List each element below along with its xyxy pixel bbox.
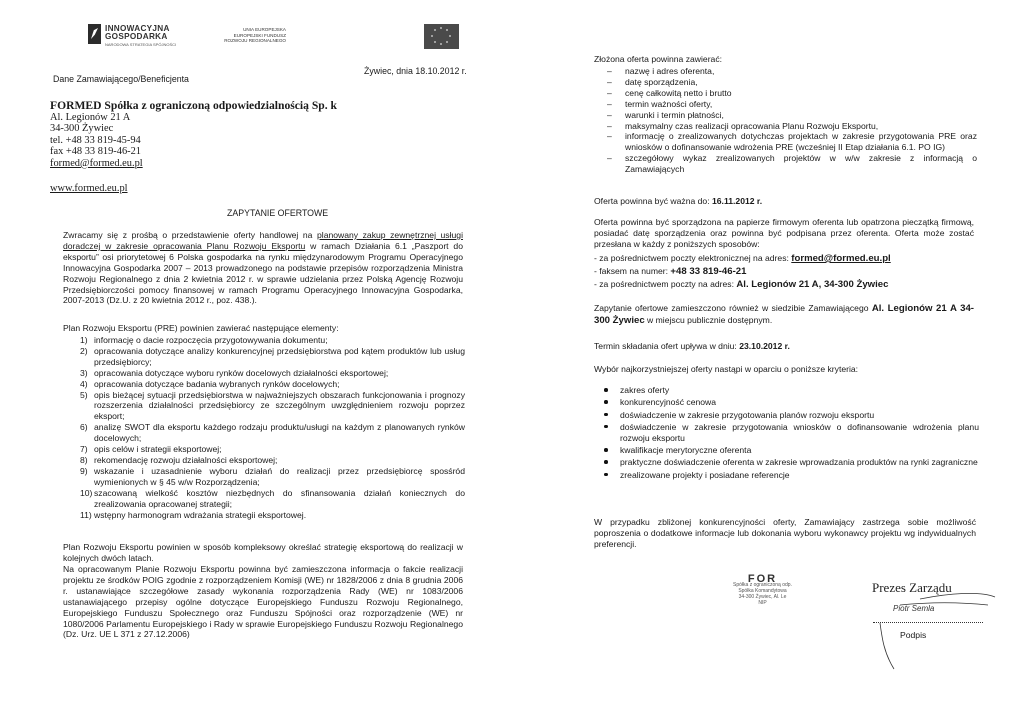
plan-item <box>80 390 465 423</box>
plan-item <box>80 422 465 444</box>
eu-line3: ROZWOJU REGIONALNEGO <box>224 38 286 44</box>
criteria-item <box>594 385 979 396</box>
dash-icon: – <box>607 153 612 164</box>
plan-item-text: rekomendację rozwoju działalności eksportowej; <box>94 454 278 465</box>
signature-title: Prezes Zarządu <box>872 580 952 595</box>
criteria-intro: Wybór najkorzystniejszej oferty nastąpi w oparciu o poniższe kryteria: <box>594 364 859 374</box>
offer-item <box>607 99 977 110</box>
company-tel: tel. +48 33 819-45-94 <box>50 134 141 146</box>
stamp-line2: Spółka z ograniczoną odp. <box>733 582 792 588</box>
plan-item-number: 7) <box>80 444 88 455</box>
posted-label: Zapytanie ofertowe zamieszczono również w siedzibie Zamawiającego <box>594 303 872 313</box>
stamp-line1: FOR <box>747 573 778 585</box>
submit-post-row <box>594 279 888 291</box>
plan-item <box>80 368 465 379</box>
dash-icon: – <box>607 98 612 109</box>
plan-item-text: analizę SWOT dla eksportu każdego rodzaju produktu/usługi na każdym z planowanych rynków docelowych; <box>94 422 465 444</box>
plan-item-number: 10) <box>80 487 93 498</box>
company-address <box>50 112 143 169</box>
intro-underlined: planowany zakup zewnętrznej usługi doradczej w zakresie opracowania Planu Rozwoju Eksportu <box>63 230 463 251</box>
submit-paragraph: Oferta powinna być sporządzona na papierze firmowym oferenta lub opatrzona pieczątką firmową, posiadać datę sporządzenia oraz powinna być podpisana przez oferenta. Oferta może zostać przesłana w każdy z poniższych sposobów: <box>594 217 974 249</box>
logo-line1: INNOWACYJNA <box>105 24 170 33</box>
signature-name: Piotr Semla <box>893 604 935 613</box>
criteria-list <box>594 385 979 482</box>
plan-intro: Plan Rozwoju Eksportu (PRE) powinien zawierać następujące elementy: <box>63 323 339 333</box>
company-email-link[interactable]: formed@formed.eu.pl <box>50 157 143 169</box>
company-name: FORMED Spółka z ograniczoną odpowiedzialnością Sp. k <box>50 99 337 112</box>
plan-item-text: opracowania dotyczące badania wybranych rynków docelowych; <box>94 378 340 389</box>
offer-item <box>607 153 977 175</box>
plan-item-number: 4) <box>80 378 88 389</box>
offer-item-text: szczegółowy wykaz zrealizowanych projektów w w/w zakresie z informacją o Zamawiających <box>625 153 977 175</box>
place-date: Żywiec, dnia 18.10.2012 r. <box>364 66 467 76</box>
bullet-icon <box>604 413 608 417</box>
company-street: Al. Legionów 21 A <box>50 112 131 123</box>
criteria-item-text: doświadczenie w zakresie przygotowania planów rozwoju eksportu <box>620 409 875 420</box>
offer-item <box>607 77 977 88</box>
company-www-link[interactable]: www.formed.eu.pl <box>50 183 128 194</box>
bullet-icon <box>604 473 608 477</box>
offer-item <box>607 66 977 77</box>
plan-item <box>80 455 465 466</box>
ig-flag-icon <box>88 24 101 44</box>
intro-text-2: w ramach Działania 6.1 „Paszport do eksportu” osi priorytetowej 6 Polska gospodarka na rynku międzynarodowym Programu Operacyjnego Innowacyjna Gospodarka 2007 – 2013 prowadzonego na podstawie przepisów rozporządzenia Ministra Rozwoju Regionalnego z dnia 2 kwietnia 2012 r. w sprawie udzielania przez Polską Agencję Rozwoju Przedsiębiorczości pomocy finansowej w ramach Programu Operacyjnego Innowacyjna Gospodarka, 2007-2013 (Dz.U. z 20 kwietnia 2012 r., poz. 438.). <box>63 240 463 306</box>
bullet-icon <box>604 448 608 452</box>
criteria-item-text: praktyczne doświadczenie oferenta w zakresie wprowadzania produktów na rynki zagraniczne <box>620 457 978 468</box>
criteria-item <box>594 470 979 481</box>
criteria-item-text: zakres oferty <box>620 385 670 395</box>
dash-icon: – <box>607 109 612 120</box>
plan-item-number: 9) <box>80 465 88 476</box>
validity-label: Oferta powinna być ważna do: <box>594 196 712 206</box>
bullet-icon <box>604 425 608 429</box>
plan-item <box>80 379 465 390</box>
dash-icon: – <box>607 131 612 142</box>
criteria-item-text: zrealizowane projekty i posiadane referencje <box>620 469 790 480</box>
plan-item-number: 8) <box>80 454 88 465</box>
stamp-line3: Spółka Komandytowa <box>738 588 787 594</box>
plan-item-text: opracowania dotyczące wyboru rynków docelowych działalności eksportowej; <box>94 367 389 378</box>
offer-item-text: informację o zrealizowanych dotychczas projektach w zakresie przygotowania PRE oraz wniosków o dofinansowanie wdrożenia PRE (wcześniej II Etap działania 6.1. PO IG) <box>625 131 977 153</box>
offer-item-text: nazwę i adres oferenta, <box>625 66 715 76</box>
logo-line2: GOSPODARKA <box>105 32 168 41</box>
offer-item-text: maksymalny czas realizacji opracowania Planu Rozwoju Eksportu, <box>625 120 879 131</box>
criteria-item <box>594 410 979 421</box>
offer-item <box>607 88 977 99</box>
plan-item-number: 3) <box>80 367 88 378</box>
offer-item <box>607 121 977 132</box>
deadline <box>594 341 790 352</box>
validity-date: 16.11.2012 r. <box>712 196 763 206</box>
offer-item-text: cenę całkowitą netto i brutto <box>625 87 732 98</box>
offer-item-text: warunki i termin płatności, <box>625 109 724 120</box>
intro-text-1: Zwracamy się z prośbą o przedstawienie oferty handlowej na <box>63 230 317 240</box>
plan-item-number: 6) <box>80 422 88 433</box>
signature-line <box>873 622 983 623</box>
plan-items-list <box>80 335 465 520</box>
validity <box>594 196 762 207</box>
eu-line2: EUROPEJSKI FUNDUSZ <box>233 32 286 38</box>
company-stamp <box>720 573 805 606</box>
plan-item-text: opracowania dotyczące analizy konkurencyjnej przedsiębiorstwa pod kątem produktów lub usług przedsiębiorcy; <box>94 345 465 367</box>
criteria-item <box>594 422 979 444</box>
stamp-line5: NIP <box>758 600 767 606</box>
criteria-item <box>594 457 979 468</box>
criteria-item-text: doświadczenie w zakresie przygotowania wniosków o dofinansowanie wdrożenia planu rozwoju eksportu <box>620 421 979 443</box>
submit-post-label: - za pośrednictwem poczty na adres: <box>594 279 737 289</box>
plan-item <box>80 346 465 368</box>
submit-fax-label: - faksem na numer: <box>594 266 671 276</box>
sender-label: Dane Zamawiającego/Beneficjenta <box>53 74 189 84</box>
plan-item <box>80 335 465 346</box>
offer-item-text: datę sporządzenia, <box>625 76 698 87</box>
submit-fax: +48 33 819-46-21 <box>670 266 747 277</box>
posted-tail: w miejscu publicznie dostępnym. <box>644 314 773 325</box>
plan-item-text: opis celów i strategii eksportowej; <box>94 444 222 455</box>
plan-paragraph-2: Na opracowanym Planie Rozwoju Eksportu powinna być zamieszczona informacja o fakcie realizacji projektu ze środków POIG zgodnie z rozporządzeniem Komisji (WE) nr 1828/2006 z dnia 8 grudnia 2006 r. ustanawiające szczegółowe zasady wykonania rozporządzenia Rady (WE) nr 1083/2006 ustanawiającego przepisy ogólne dotyczące Europejskiego Funduszu Rozwoju Regionalnego, Europejskiego Funduszu Społecznego oraz Funduszu Spójności oraz rozporządzenie (WE) nr 1080/2006 Parlamentu Europejskiego i Rady w sprawie Europejskiego Funduszu Rozwoju Regionalnego (Dz. Urz. UE L 371 z 27.12.2006) <box>63 564 463 640</box>
plan-item-number: 11) <box>80 509 92 520</box>
plan-item-number: 1) <box>80 335 88 345</box>
plan-item-text: informację o dacie rozpoczęcia przygotowywania dokumentu; <box>94 335 328 345</box>
posted-paragraph <box>594 303 974 327</box>
submit-email-link[interactable]: formed@formed.eu.pl <box>791 253 891 264</box>
offer-item <box>607 131 977 153</box>
bullet-icon <box>604 400 608 404</box>
bullet-icon <box>604 460 608 464</box>
dash-icon: – <box>607 87 612 98</box>
stamp-line4: 34-300 Żywiec, Al. Le <box>738 594 787 600</box>
plan-item-text: szacowaną wielkość kosztów niezbędnych do sfinansowania działań koniecznych do zrealizowania opracowanej strategii; <box>94 487 465 509</box>
posted-address: Al. Legionów 21 A 34-300 Żywiec <box>594 303 974 326</box>
deadline-date: 23.10.2012 r. <box>739 341 790 351</box>
plan-item-number: 5) <box>80 389 88 400</box>
criteria-item <box>594 397 979 408</box>
eu-flag-icon <box>424 24 459 49</box>
logo-line3: NARODOWA STRATEGIA SPÓJNOŚCI <box>105 42 177 47</box>
plan-item <box>80 510 465 521</box>
submit-fax-row <box>594 266 746 278</box>
signature-label: Podpis <box>900 630 927 640</box>
offer-item-text: termin ważności oferty, <box>625 98 713 109</box>
bullet-icon <box>604 388 608 392</box>
deadline-label: Termin składania ofert upływa w dniu: <box>594 341 740 351</box>
criteria-item-text: kwalifikacje merytoryczne oferenta <box>620 445 752 456</box>
plan-item-number: 2) <box>80 345 88 356</box>
criteria-item <box>594 445 979 456</box>
plan-item-text: wskazanie i uzasadnienie wyboru działań do realizacji przez przedsiębiorcę sposśród wymienionych w § 45 w/w Rozporządzenia; <box>94 465 465 487</box>
eu-line1: UNIA EUROPEJSKA <box>243 27 286 32</box>
intro-paragraph <box>63 230 463 306</box>
plan-paragraph-1: Plan Rozwoju Eksportu powinien w sposób kompleksowy określać strategię eksportową do realizacji w kolejnych dwóch latach. <box>63 542 463 563</box>
offer-items-list <box>607 66 977 175</box>
closing-paragraph: W przypadku zbliżonej konkurencyjności oferty, Zamawiający zastrzega sobie możliwość poproszenia o dodatkowe informacje lub dokonania wyboru wykonawcy projektu wg indywidualnych preferencji. <box>594 517 976 549</box>
company-city: 34-300 Żywiec <box>50 123 114 135</box>
offer-item <box>607 110 977 121</box>
plan-item <box>80 466 465 488</box>
dash-icon: – <box>607 76 612 87</box>
signature-scribble <box>860 583 1000 673</box>
submit-email-row <box>594 253 891 265</box>
plan-item <box>80 444 465 455</box>
offer-intro: Złożona oferta powinna zawierać: <box>594 54 723 64</box>
criteria-item-text: konkurencyjność cenowa <box>620 397 717 408</box>
submit-email-label: - za pośrednictwem poczty elektronicznej na adres: <box>594 253 792 263</box>
dash-icon: – <box>607 66 612 76</box>
dash-icon: – <box>607 120 612 131</box>
plan-item <box>80 488 465 510</box>
plan-item-text: opis bieżącej sytuacji przedsiębiorstwa w najważniejszych obszarach funkcjonowania i prognozy rozszerzenia działalności przedsiębiorcy ze szczególnym uwzględnieniem rozwoju poprzez eksport; <box>94 389 465 422</box>
plan-item-text: wstępny harmonogram wdrażania strategii eksportowej. <box>94 509 307 520</box>
company-fax: fax +48 33 819-46-21 <box>50 146 141 158</box>
document-title: ZAPYTANIE OFERTOWE <box>227 208 329 218</box>
submit-post: Al. Legionów 21 A, 34-300 Żywiec <box>736 279 889 290</box>
